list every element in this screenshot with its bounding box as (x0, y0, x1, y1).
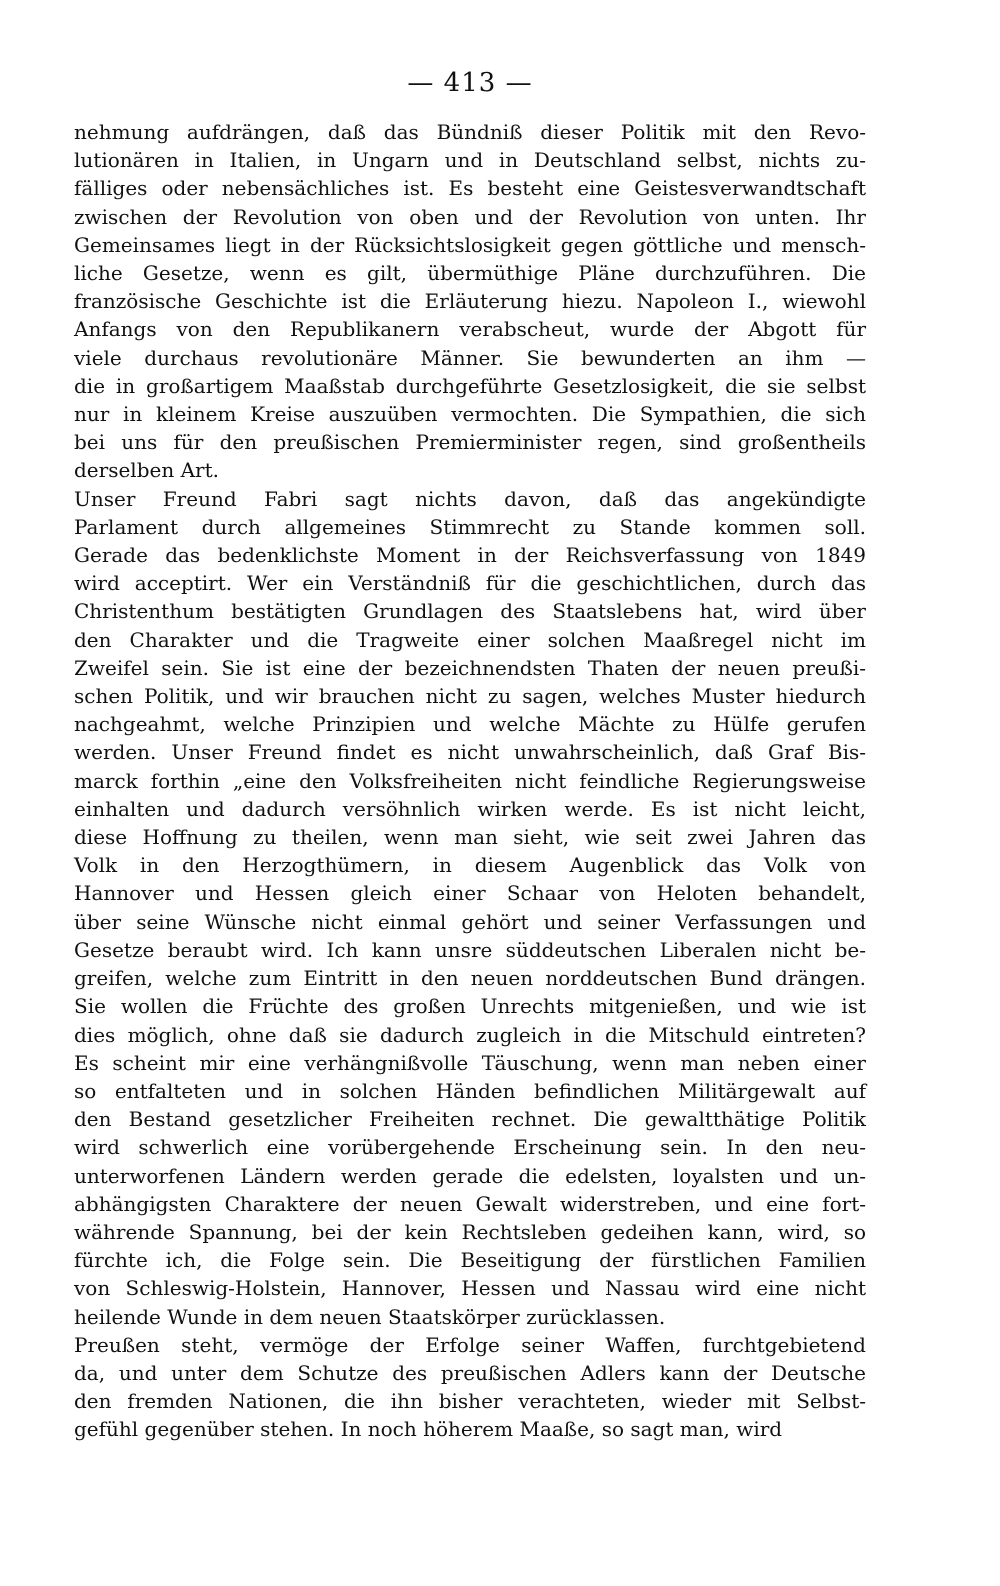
text-line: liche Gesetze, wenn es gilt, übermüthige Pläne durchzuführen. Die (74, 261, 866, 286)
text-line: den Bestand gesetzlicher Freiheiten rechnet. Die gewaltthätige Politik (74, 1107, 866, 1132)
text-line: viele durchaus revolutionäre Männer. Sie bewunderten an ihm — (74, 345, 866, 370)
text-line: derselben Art. (74, 458, 219, 483)
text-line: unterworfenen Ländern werden gerade die edelsten, loyalsten und un- (74, 1163, 866, 1188)
text-line: werden. Unser Freund findet es nicht unwahrscheinlich, daß Graf Bis- (74, 740, 866, 765)
text-line: Zweifel sein. Sie ist eine der bezeichnendsten Thaten der neuen preußi- (74, 655, 866, 680)
text-line: marck forthin „eine den Volksfreiheiten nicht feindliche Regierungsweise (74, 768, 866, 793)
text-line: die in großartigem Maaßstab durchgeführte Gesetzlosigkeit, die sie selbst (74, 373, 866, 398)
text-line: bei uns für den preußischen Premierminister regen, sind großentheils (74, 430, 866, 455)
text-line: da, und unter dem Schutze des preußischen Adlers kann der Deutsche (74, 1360, 866, 1385)
text-line: Preußen steht, vermöge der Erfolge seiner Waffen, furchtgebietend (74, 1332, 866, 1357)
document-page (74, 68, 866, 1444)
text-line: lutionären in Italien, in Ungarn und in Deutschland selbst, nichts zu- (74, 148, 866, 173)
text-line: abhängigsten Charaktere der neuen Gewalt widerstreben, und eine fort- (74, 1191, 866, 1216)
text-line: dies möglich, ohne daß sie dadurch zugleich in die Mitschuld eintreten? (74, 1022, 866, 1047)
text-line: fürchte ich, die Folge sein. Die Beseitigung der fürstlichen Familien (74, 1248, 866, 1273)
text-line: nur in kleinem Kreise auszuüben vermochten. Die Sympathien, die sich (74, 402, 866, 427)
text-line: Christenthum bestätigten Grundlagen des Staatslebens hat, wird über (74, 599, 866, 624)
paragraph-2 (74, 485, 866, 1331)
text-line: gefühl gegenüber stehen. In noch höherem Maaße, so sagt man, wird (74, 1417, 783, 1442)
text-line: den Charakter und die Tragweite einer solchen Maaßregel nicht im (74, 627, 866, 652)
text-line: von Schleswig-Holstein, Hannover, Hessen und Nassau wird eine nicht (74, 1276, 866, 1301)
text-line: den fremden Nationen, die ihn bisher verachteten, wieder mit Selbst- (74, 1389, 866, 1414)
text-line: Gemeinsames liegt in der Rücksichtslosigkeit gegen göttliche und mensch- (74, 232, 866, 257)
paragraph-1 (74, 118, 866, 485)
text-line: über seine Wünsche nicht einmal gehört und seiner Verfassungen und (74, 909, 866, 934)
text-body (74, 118, 866, 1444)
text-line: Gerade das bedenklichste Moment in der Reichsverfassung von 1849 (74, 543, 866, 568)
page-number: — 413 — (407, 68, 533, 98)
text-line: nachgeahmt, welche Prinzipien und welche Mächte zu Hülfe gerufen (74, 712, 866, 737)
text-line: Sie wollen die Früchte des großen Unrechts mitgenießen, und wie ist (74, 994, 866, 1019)
text-line: diese Hoffnung zu theilen, wenn man sieht, wie seit zwei Jahren das (74, 825, 866, 850)
text-line: französische Geschichte ist die Erläuterung hiezu. Napoleon I., wiewohl (74, 289, 866, 314)
text-line: Parlament durch allgemeines Stimmrecht zu Stande kommen soll. (74, 514, 866, 539)
text-line: so entfalteten und in solchen Händen befindlichen Militärgewalt auf (74, 1078, 866, 1103)
text-line: nehmung aufdrängen, daß das Bündniß dieser Politik mit den Revo- (74, 120, 866, 144)
text-line: heilende Wunde in dem neuen Staatskörper zurücklassen. (74, 1304, 666, 1329)
text-line: wird schwerlich eine vorübergehende Erscheinung sein. In den neu- (74, 1135, 866, 1160)
text-line: greifen, welche zum Eintritt in den neuen norddeutschen Bund drängen. (74, 966, 866, 991)
text-line: Es scheint mir eine verhängnißvolle Täuschung, wenn man neben einer (74, 1050, 866, 1075)
text-line: zwischen der Revolution von oben und der Revolution von unten. Ihr (74, 204, 866, 229)
text-line: schen Politik, und wir brauchen nicht zu sagen, welches Muster hiedurch (74, 684, 866, 709)
text-line: Volk in den Herzogthümern, in diesem Augenblick das Volk von (74, 853, 866, 878)
text-line: Gesetze beraubt wird. Ich kann unsre süddeutschen Liberalen nicht be- (74, 937, 866, 962)
text-line: wird acceptirt. Wer ein Verständniß für die geschichtlichen, durch das (74, 571, 866, 596)
text-line: Unser Freund Fabri sagt nichts davon, daß das angekündigte (74, 486, 866, 511)
text-line: einhalten und dadurch versöhnlich wirken werde. Es ist nicht leicht, (74, 796, 866, 821)
paragraph-3 (74, 1331, 866, 1444)
text-line: Anfangs von den Republikanern verabscheut, wurde der Abgott für (74, 317, 866, 342)
text-line: währende Spannung, bei der kein Rechtsleben gedeihen kann, wird, so (74, 1219, 866, 1244)
text-line: fälliges oder nebensächliches ist. Es besteht eine Geistesverwandtschaft (74, 176, 866, 201)
text-line: Hannover und Hessen gleich einer Schaar von Heloten behandelt, (74, 881, 866, 906)
